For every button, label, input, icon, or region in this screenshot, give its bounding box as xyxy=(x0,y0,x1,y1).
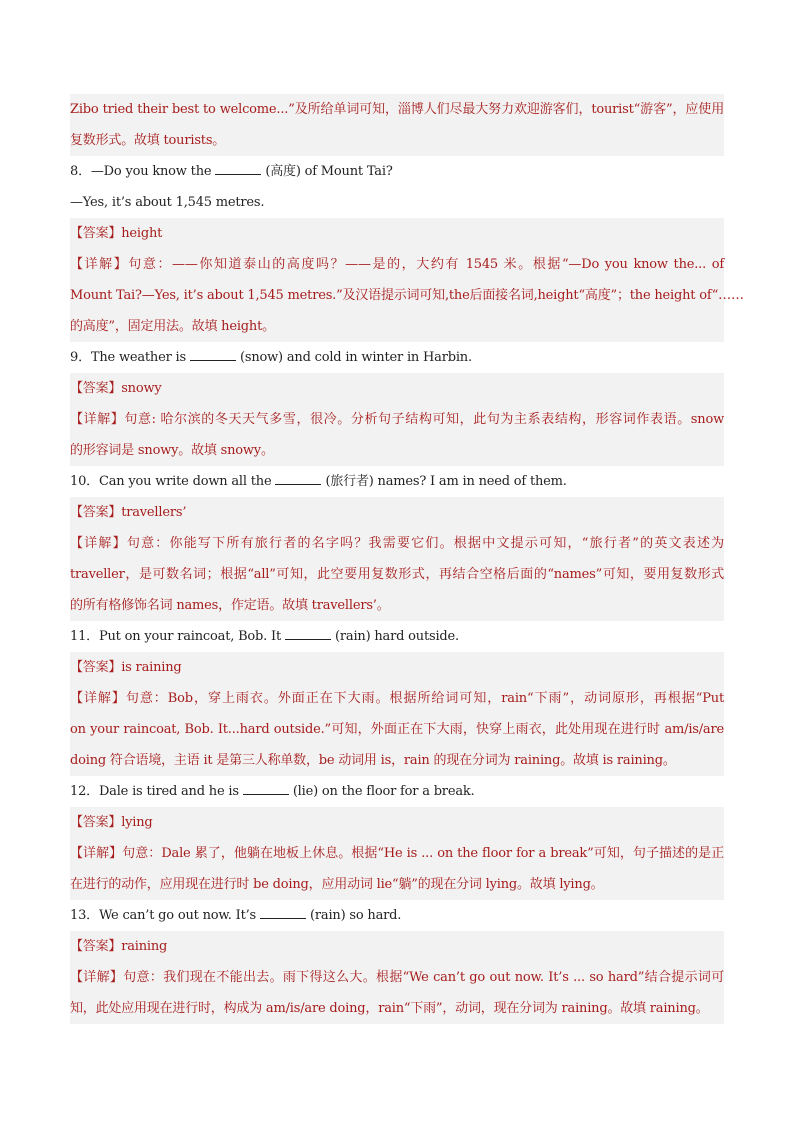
detail-line: 复数形式。故填 tourists。 xyxy=(70,125,724,156)
question-text-before: 10．Can you write down all the xyxy=(70,474,272,489)
question-text-after: (snow) and cold in winter in Harbin. xyxy=(239,350,472,365)
reply-line: —Yes, it’s about 1,545 metres. xyxy=(70,195,265,210)
detail-line: 在进行的动作，应用现在进行时 be doing，应用动词 lie“躺”的现在分词 lying。故填 lying。 xyxy=(70,869,724,900)
question-text-after: (rain) so hard. xyxy=(310,908,402,923)
question-text-after: (高度) of Mount Tai? xyxy=(265,164,393,179)
detail-line: traveller，是可数名词；根据“all”可知，此空要用复数形式，再结合空格后面的“names”可知，要用复数形式 xyxy=(70,559,724,590)
detail-line: 的高度”，固定用法。故填 height。 xyxy=(70,311,724,342)
detail-line: Mount Tai?—Yes, it’s about 1,545 metres.”及汉语提示词可知,the后面接名词,height“高度”；the height of“…… xyxy=(70,280,724,311)
detail-line: on your raincoat, Bob. It...hard outside.”可知，外面正在下大雨，快穿上雨衣，此处用现在进行时 am/is/are xyxy=(70,714,724,745)
detail-line: 的形容词是 snowy。故填 snowy。 xyxy=(70,435,724,466)
question-text-before: 12．Dale is tired and he is xyxy=(70,784,239,799)
question-line xyxy=(70,466,724,497)
question-text-before: 11．Put on your raincoat, Bob. It xyxy=(70,629,282,644)
document-page xyxy=(70,94,744,1024)
detail-line: 的所有格修饰名词 names，作定语。故填 travellers’。 xyxy=(70,590,724,621)
answer-line: 【答案】travellers’ xyxy=(70,497,724,528)
answer-line: 【答案】height xyxy=(70,218,724,249)
answer-blank xyxy=(190,348,236,361)
question-line xyxy=(70,156,724,187)
detail-line: 【详解】句意：——你知道泰山的高度吗？——是的，大约有 1545 米。根据“—Do you know the... of xyxy=(70,249,724,280)
answer-blank xyxy=(243,782,289,795)
answer-line: 【答案】lying xyxy=(70,807,724,838)
question-text-after: (lie) on the floor for a break. xyxy=(292,784,475,799)
detail-line: Zibo tried their best to welcome...”及所给单词可知，淄博人们尽最大努力欢迎游客们，tourist“游客”，应使用 xyxy=(70,94,724,125)
answer-blank xyxy=(215,162,261,175)
question-line xyxy=(70,342,724,373)
detail-line: 【详解】句意: 哈尔滨的冬天天气多雪，很冷。分析句子结构可知，此句为主系表结构，形容词作表语。snow xyxy=(70,404,724,435)
answer-blank xyxy=(275,472,321,485)
question-line xyxy=(70,621,724,652)
answer-line: 【答案】is raining xyxy=(70,652,724,683)
question-line xyxy=(70,900,724,931)
detail-line: 【详解】句意：你能写下所有旅行者的名字吗？我需要它们。根据中文提示可知，“旅行者”的英文表述为 xyxy=(70,528,724,559)
answer-line: 【答案】snowy xyxy=(70,373,724,404)
detail-line: doing 符合语境，主语 it 是第三人称单数，be 动词用 is，rain 的现在分词为 raining。故填 is raining。 xyxy=(70,745,724,776)
question-text-after: (rain) hard outside. xyxy=(335,629,459,644)
question-text-before: 13．We can’t go out now. It’s xyxy=(70,908,257,923)
answer-blank xyxy=(285,627,331,640)
detail-line: 【详解】句意：我们现在不能出去。雨下得这么大。根据“We can’t go out now. It’s ... so hard”结合提示词可 xyxy=(70,962,724,993)
detail-line: 【详解】句意：Bob，穿上雨衣。外面正在下大雨。根据所给词可知，rain“下雨”，动词原形，再根据“Put xyxy=(70,683,724,714)
answer-blank xyxy=(260,906,306,919)
detail-line: 【详解】句意：Dale 累了，他躺在地板上休息。根据“He is ... on the floor for a break”可知，句子描述的是正 xyxy=(70,838,724,869)
question-text-before: 9．The weather is xyxy=(70,350,186,365)
detail-line: 知，此处应用现在进行时，构成为 am/is/are doing，rain“下雨”，动词，现在分词为 raining。故填 raining。 xyxy=(70,993,724,1024)
question-line xyxy=(70,776,724,807)
question-text-after: (旅行者) names? I am in need of them. xyxy=(325,474,567,489)
question-text-before: 8．—Do you know the xyxy=(70,164,212,179)
answer-line: 【答案】raining xyxy=(70,931,724,962)
